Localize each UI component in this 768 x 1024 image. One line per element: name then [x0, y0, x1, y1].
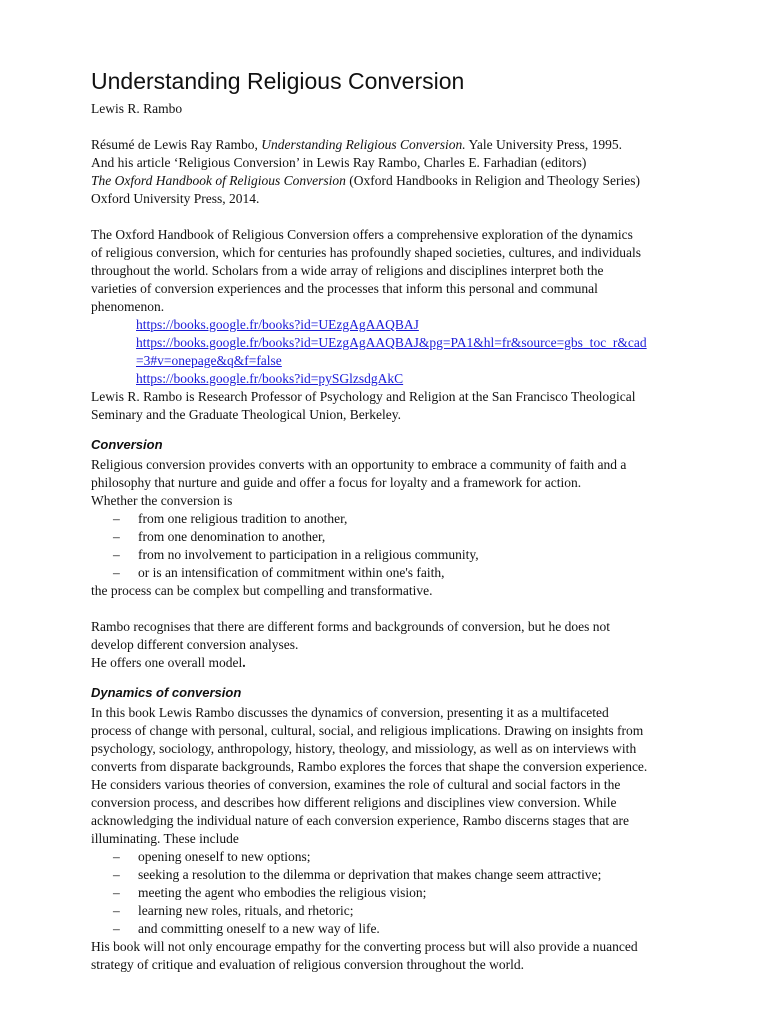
dynamics-closing-line: His book will not only encourage empathy for the converting process but will also provide a nuanced: [91, 939, 638, 954]
google-books-link-1[interactable]: https://books.google.fr/books?id=UEzgAgAAQBAJ: [136, 317, 419, 332]
dynamics-list: [91, 848, 691, 938]
dynamics-line: converts from disparate backgrounds, Rambo explores the forces that shape the conversion experience.: [91, 759, 648, 774]
intro-line: of religious conversion, which for centuries has profoundly shaped societies, cultures, and individuals: [91, 245, 641, 260]
author-line: Lewis R. Rambo: [91, 101, 183, 116]
dash-bullet: –: [113, 529, 120, 544]
google-books-link-2[interactable]: https://books.google.fr/books?id=UEzgAgAAQBAJ&pg=PA1&hl=fr&source=gbs_toc_r&cad: [136, 335, 647, 350]
author-bio-line: Seminary and the Graduate Theological Union, Berkeley.: [91, 407, 402, 422]
dynamics-line: conversion process, and describes how different religions and disciplines view conversion. While: [91, 795, 617, 810]
conversion-list: [91, 510, 691, 582]
resume-line-3: The Oxford Handbook of Religious Conversion (Oxford Handbooks in Religion and Theology Series): [91, 173, 640, 188]
page-title: Understanding Religious Conversion: [91, 68, 465, 94]
dash-bullet: –: [113, 547, 120, 562]
google-books-link-3[interactable]: https://books.google.fr/books?id=pySGlzsdgAkC: [136, 371, 404, 386]
spacer: [91, 600, 691, 618]
dynamics-line: acknowledging the individual nature of each conversion experience, Rambo discerns stages that are: [91, 813, 629, 828]
dynamics-closing-line: strategy of critique and evaluation of religious conversion throughout the world.: [91, 957, 525, 972]
list-item: – learning new roles, rituals, and rhetoric;: [113, 903, 354, 918]
list-item: – seeking a resolution to the dilemma or deprivation that makes change seem attractive;: [113, 867, 602, 882]
resume-line-1: Résumé de Lewis Ray Rambo, Understanding Religious Conversion. Yale University Press, 1995.: [91, 137, 622, 152]
list-item: – from one religious tradition to another,: [113, 511, 348, 526]
section-heading-conversion: Conversion: [91, 437, 163, 452]
dynamics-line: illuminating. These include: [91, 831, 239, 846]
dynamics-line: He considers various theories of conversion, examines the role of cultural and social factors in the: [91, 777, 621, 792]
google-books-link-2-continued[interactable]: =3#v=onepage&q&f=false: [136, 353, 282, 368]
resume-line-4: Oxford University Press, 2014.: [91, 191, 260, 206]
intro-paragraph: [91, 226, 691, 316]
conversion-closing: the process can be complex but compelling and transformative.: [91, 583, 433, 598]
list-item: – and committing oneself to a new way of life.: [113, 921, 380, 936]
dash-bullet: –: [113, 849, 120, 864]
reference-links: [91, 316, 691, 388]
list-item: – meeting the agent who embodies the religious vision;: [113, 885, 427, 900]
resume-block: [91, 136, 691, 208]
dynamics-paragraph: [91, 704, 691, 848]
list-item: – or is an intensification of commitment within one's faith,: [113, 565, 445, 580]
dynamics-line: In this book Lewis Rambo discusses the dynamics of conversion, presenting it as a multifaceted: [91, 705, 609, 720]
intro-line: phenomenon.: [91, 299, 165, 314]
dash-bullet: –: [113, 921, 120, 936]
spacer: [91, 208, 691, 226]
conversion-line: Rambo recognises that there are different forms and backgrounds of conversion, but he does not: [91, 619, 610, 634]
intro-line: throughout the world. Scholars from a wide array of religions and disciplines interpret both the: [91, 263, 604, 278]
spacer: [91, 118, 691, 136]
resume-line-2: And his article ‘Religious Conversion’ in Lewis Ray Rambo, Charles E. Farhadian (editors): [91, 155, 587, 170]
dash-bullet: –: [113, 885, 120, 900]
author-bio: [91, 388, 691, 424]
dash-bullet: –: [113, 565, 120, 580]
intro-line: The Oxford Handbook of Religious Conversion offers a comprehensive exploration of the dynamics: [91, 227, 633, 242]
intro-line: varieties of conversion experiences and the processes that inform this personal and communal: [91, 281, 598, 296]
list-item: – from one denomination to another,: [113, 529, 326, 544]
conversion-paragraph-2: [91, 618, 691, 672]
dash-bullet: –: [113, 511, 120, 526]
conversion-line: Religious conversion provides converts with an opportunity to embrace a community of faith and a: [91, 457, 627, 472]
conversion-line: philosophy that nurture and guide and offer a focus for loyalty and a framework for action.: [91, 475, 582, 490]
author-bio-line: Lewis R. Rambo is Research Professor of Psychology and Religion at the San Francisco Theological: [91, 389, 636, 404]
dash-bullet: –: [113, 867, 120, 882]
dynamics-line: process of change with personal, cultural, social, and religious implications. Drawing on insights from: [91, 723, 644, 738]
section-heading-dynamics: Dynamics of conversion: [91, 685, 242, 700]
conversion-paragraph: [91, 456, 691, 510]
document-page: [91, 66, 691, 974]
dynamics-line: psychology, sociology, anthropology, history, theology, and missiology, as well as on interviews with: [91, 741, 637, 756]
conversion-line: develop different conversion analyses.: [91, 637, 299, 652]
spacer: [91, 672, 691, 682]
list-item: – from no involvement to participation in a religious community,: [113, 547, 479, 562]
conversion-line: Whether the conversion is: [91, 493, 233, 508]
model-line: He offers one overall model.: [91, 655, 246, 670]
dash-bullet: –: [113, 903, 120, 918]
spacer: [91, 424, 691, 434]
dynamics-closing: [91, 938, 691, 974]
list-item: – opening oneself to new options;: [113, 849, 311, 864]
